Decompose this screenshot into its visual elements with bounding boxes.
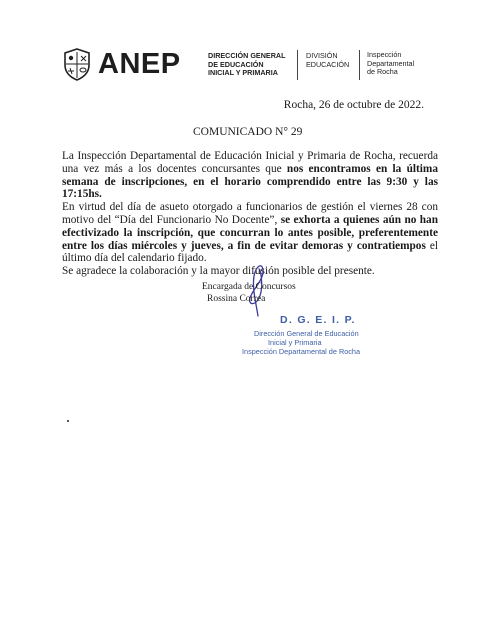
document-date: Rocha, 26 de octubre de 2022. [283, 99, 424, 111]
header-dgeip: DIRECCIÓN GENERAL DE EDUCACIÓN INICIAL Y PRIMARIA [208, 51, 286, 78]
signature-name: Rossina Correa [207, 293, 266, 304]
page-mark [67, 420, 69, 422]
signature-block [202, 282, 296, 305]
document-title: COMUNICADO N° 29 [193, 126, 303, 138]
stamp-line-1: Dirección General de Educación [254, 329, 359, 338]
stamp-line-3: Inspección Departamental de Rocha [242, 347, 361, 356]
header-divider [297, 50, 298, 80]
signature-role: Encargada de Concursos [202, 282, 296, 292]
paragraph-2: En virtud del día de asueto otorgado a funcionarios de gestión el viernes 28 con motivo del “Día del Funcionario No Docente”, se exhorta a quienes aún no han efectivizado la inscripción, que concurran lo antes posible, preferentemente entre los días miércoles y jueves, a fin de evitar demoras y contratiempos el último día del calendario fijado. [62, 201, 438, 265]
paragraph-3: Se agradece la colaboración y la mayor difusión posible del presente. [62, 265, 375, 278]
anep-logo-text: ANEP [98, 48, 181, 80]
header-inspeccion: Inspección Departamental de Rocha [367, 50, 415, 77]
header-division: DIVISIÓN EDUCACIÓN [306, 51, 350, 69]
header-divider [359, 50, 360, 80]
paragraph-1: La Inspección Departamental de Educación Inicial y Primaria de Rocha, recuerda una vez más a los docentes concursantes que nos encontramos en la última semana de inscripciones, en el horario comprendido entre las 9:30 y las 17:15hs. [62, 150, 438, 201]
stamp-line-2: Inicial y Primaria [268, 338, 322, 347]
uruguay-shield-icon [62, 47, 92, 81]
stamp-title: D. G. E. I. P. [280, 314, 356, 326]
